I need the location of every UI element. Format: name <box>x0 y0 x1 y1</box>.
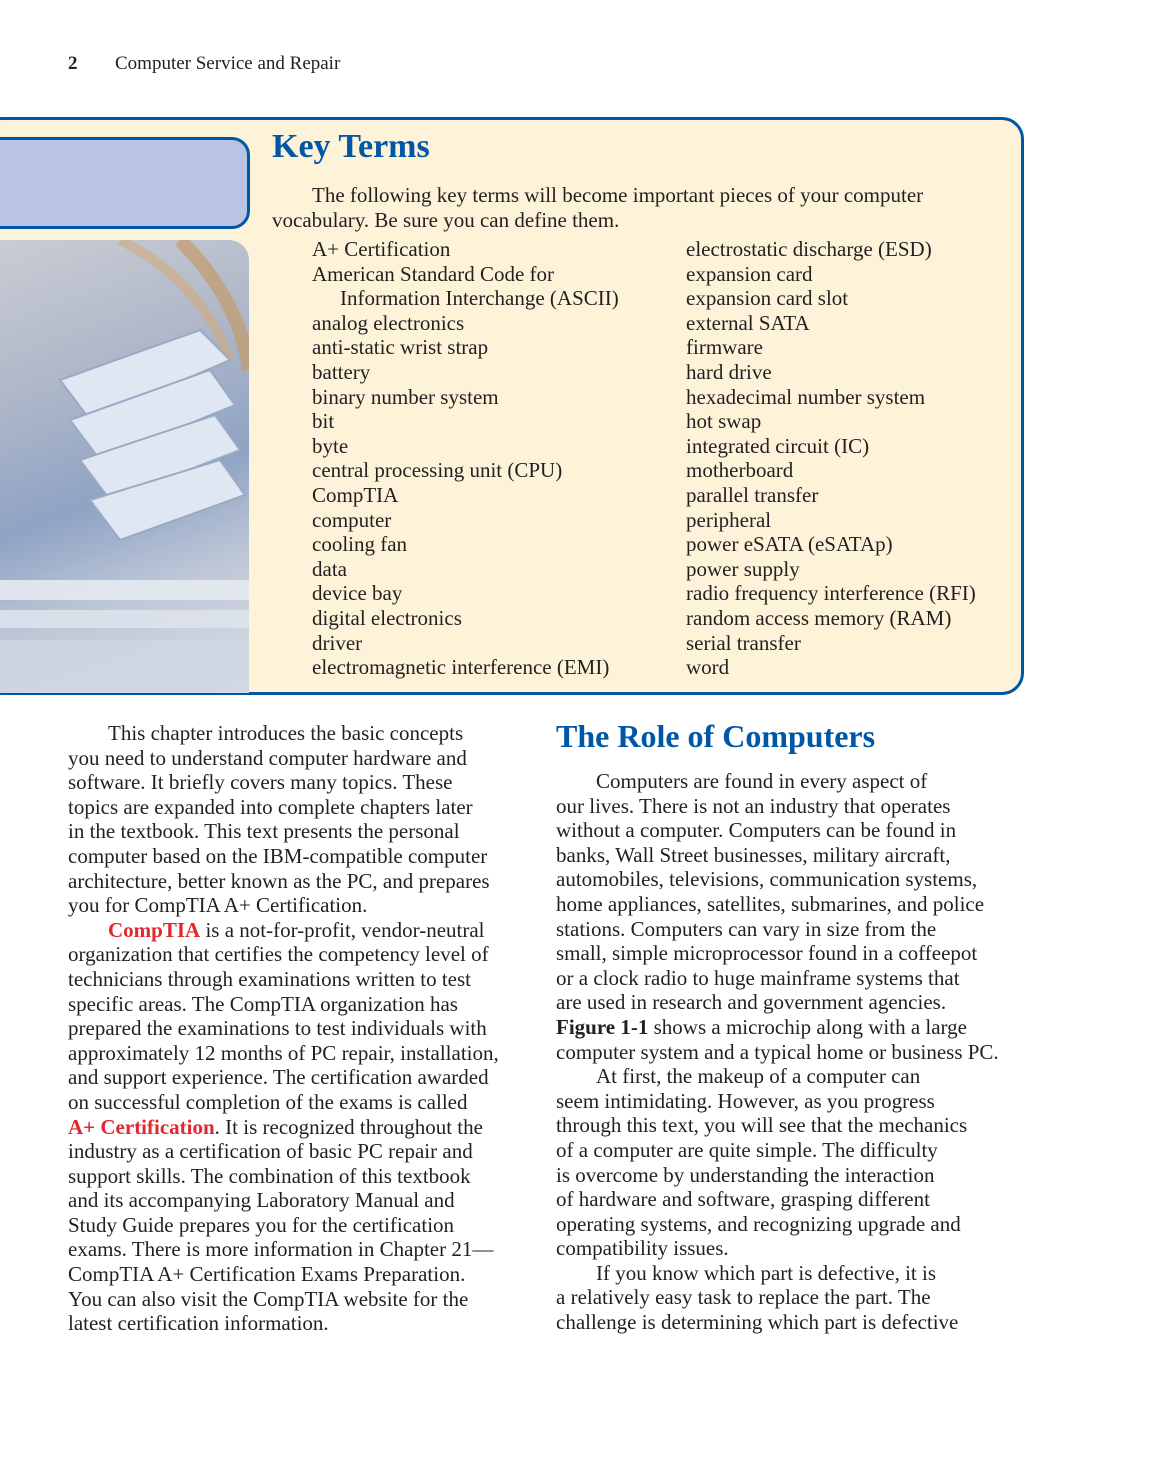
text-line <box>556 1064 999 1089</box>
key-term: motherboard <box>686 458 794 483</box>
role-body-text <box>556 769 999 1335</box>
text-segment: in the textbook. This text presents the personal <box>68 819 460 844</box>
text-segment: home appliances, satellites, submarines, and police <box>556 891 985 916</box>
key-term: binary number system <box>312 384 499 409</box>
chapter-tab <box>0 137 250 229</box>
text-segment: Computers are found in every aspect of <box>596 769 928 793</box>
text-segment: automobiles, televisions, communication systems, <box>556 867 978 892</box>
text-line <box>68 1090 499 1115</box>
text-line <box>556 892 999 917</box>
key-term: external SATA <box>686 310 810 335</box>
key-term: computer <box>312 507 392 532</box>
text-line <box>68 1115 499 1140</box>
text-segment: on successful completion of the exams is called <box>68 1089 468 1114</box>
text-segment: banks, Wall Street businesses, military aircraft, <box>556 842 951 867</box>
text-segment: . It is recognized throughout the <box>214 1114 483 1139</box>
text-segment: approximately 12 months of PC repair, installation, <box>68 1040 499 1065</box>
text-line <box>68 1262 499 1287</box>
text-line <box>556 917 999 942</box>
text-segment: of a computer are quite simple. The difficulty <box>556 1137 938 1162</box>
text-segment: without a computer. Computers can be found in <box>556 818 957 843</box>
text-segment: If you know which part is defective, it is <box>596 1260 936 1285</box>
text-line <box>68 746 499 771</box>
text-line <box>68 721 499 746</box>
text-line <box>68 1188 499 1213</box>
text-segment: is a not-for-profit, vendor-neutral <box>200 917 485 942</box>
text-line <box>68 819 499 844</box>
key-term: battery <box>312 359 371 384</box>
key-terms-heading: Key Terms <box>272 128 430 165</box>
text-segment: This chapter introduces the basic concepts <box>108 721 464 745</box>
text-line <box>556 941 999 966</box>
text-line <box>556 1310 999 1335</box>
text-line <box>556 843 999 868</box>
text-segment: small, simple microprocessor found in a coffeepot <box>556 941 978 966</box>
key-term: byte <box>312 433 349 458</box>
text-line <box>68 1311 499 1336</box>
text-segment: is overcome by understanding the interaction <box>556 1162 935 1187</box>
text-segment: exams. There is more information in Chapter 21— <box>68 1237 494 1262</box>
key-term: peripheral <box>686 507 772 532</box>
text-line <box>68 1041 499 1066</box>
text-line <box>68 795 499 820</box>
text-line <box>68 992 499 1017</box>
text-segment: you for CompTIA A+ Certification. <box>68 893 368 918</box>
text-line <box>556 1015 999 1040</box>
key-terms-column-1 <box>312 237 619 680</box>
text-segment: are used in research and government agencies. <box>556 990 947 1015</box>
text-line <box>556 1089 999 1114</box>
key-term: American Standard Code for <box>312 261 555 286</box>
figure-reference: Figure 1-1 <box>556 1014 649 1039</box>
text-segment: and its accompanying Laboratory Manual and <box>68 1188 455 1213</box>
text-line <box>556 990 999 1015</box>
key-term: random access memory (RAM) <box>686 605 952 630</box>
key-term: cooling fan <box>312 532 408 557</box>
text-line <box>556 1212 999 1237</box>
text-segment: CompTIA A+ Certification Exams Preparation. <box>68 1262 466 1287</box>
key-term: serial transfer <box>686 630 801 655</box>
key-term: bit <box>312 409 335 434</box>
text-line <box>556 1040 999 1065</box>
text-segment: computer system and a typical home or business PC. <box>556 1039 999 1064</box>
text-segment: software. It briefly covers many topics. These <box>68 770 453 795</box>
text-line <box>556 867 999 892</box>
page-number: 2 <box>68 53 78 74</box>
key-term: hot swap <box>686 409 762 434</box>
text-line <box>68 1065 499 1090</box>
key-term: power supply <box>686 556 800 581</box>
text-segment: topics are expanded into complete chapters later <box>68 794 473 819</box>
key-terms-intro <box>272 183 992 232</box>
key-term: driver <box>312 630 363 655</box>
text-line <box>556 794 999 819</box>
key-term-highlight: CompTIA <box>108 917 201 942</box>
key-term: integrated circuit (IC) <box>686 433 870 458</box>
intro-line: The following key terms will become important pieces of your computer <box>312 183 924 207</box>
text-segment: organization that certifies the competency level of <box>68 942 489 967</box>
text-line <box>556 1138 999 1163</box>
key-term: anti-static wrist strap <box>312 335 489 360</box>
key-term: parallel transfer <box>686 482 819 507</box>
text-segment: prepared the examinations to test individuals with <box>68 1016 487 1041</box>
key-term: power eSATA (eSATAp) <box>686 532 893 557</box>
text-segment: architecture, better known as the PC, and prepares <box>68 868 490 893</box>
text-line <box>556 1236 999 1261</box>
text-segment: or a clock radio to huge mainframe systems that <box>556 965 960 990</box>
text-segment: specific areas. The CompTIA organization has <box>68 991 458 1016</box>
key-term: expansion card <box>686 261 813 286</box>
key-term: firmware <box>686 335 763 360</box>
text-segment: support skills. The combination of this textbook <box>68 1163 471 1188</box>
text-segment: computer based on the IBM-compatible computer <box>68 843 488 868</box>
key-term: electromagnetic interference (EMI) <box>312 655 610 680</box>
text-segment: industry as a certification of basic PC repair and <box>68 1139 473 1164</box>
text-line <box>556 769 999 794</box>
text-line <box>556 1285 999 1310</box>
text-line <box>68 1139 499 1164</box>
text-line <box>68 893 499 918</box>
key-term: digital electronics <box>312 605 462 630</box>
key-term: hexadecimal number system <box>686 384 926 409</box>
text-segment: shows a microchip along with a large <box>648 1014 967 1039</box>
text-line <box>556 1261 999 1286</box>
text-segment: of hardware and software, grasping different <box>556 1187 930 1212</box>
section-heading: The Role of Computers <box>556 718 876 754</box>
text-line <box>68 1016 499 1041</box>
text-segment: operating systems, and recognizing upgrade and <box>556 1211 961 1236</box>
text-line <box>556 818 999 843</box>
text-segment: At first, the makeup of a computer can <box>596 1064 921 1089</box>
text-line <box>556 1113 999 1138</box>
text-segment: compatibility issues. <box>556 1236 729 1261</box>
key-term: hard drive <box>686 359 772 384</box>
text-segment: stations. Computers can vary in size from the <box>556 916 937 941</box>
motherboard-photo <box>0 240 249 693</box>
text-line <box>68 942 499 967</box>
text-segment: challenge is determining which part is defective <box>556 1310 959 1335</box>
intro-line: vocabulary. Be sure you can define them. <box>272 207 620 232</box>
text-segment: You can also visit the CompTIA website for the <box>68 1286 469 1311</box>
key-term: radio frequency interference (RFI) <box>686 581 976 606</box>
text-segment: seem intimidating. However, as you progress <box>556 1088 935 1113</box>
text-segment: our lives. There is not an industry that operates <box>556 793 951 818</box>
text-segment: technicians through examinations written to test <box>68 966 471 991</box>
text-line <box>556 1163 999 1188</box>
key-terms-column-2 <box>686 237 976 680</box>
key-term: CompTIA <box>312 482 399 507</box>
running-header: Computer Service and Repair <box>115 53 341 74</box>
text-line <box>68 967 499 992</box>
text-line <box>556 1187 999 1212</box>
key-term: device bay <box>312 581 403 606</box>
text-segment: a relatively easy task to replace the part. The <box>556 1285 931 1310</box>
key-term: Information Interchange (ASCII) <box>340 286 619 311</box>
text-line <box>68 1164 499 1189</box>
text-segment: Study Guide prepares you for the certification <box>68 1212 455 1237</box>
key-term: data <box>312 556 347 581</box>
text-line <box>68 918 499 943</box>
key-term: electrostatic discharge (ESD) <box>686 237 932 261</box>
key-term-highlight: A+ Certification <box>68 1114 215 1139</box>
text-line <box>68 869 499 894</box>
text-segment: through this text, you will see that the mechanics <box>556 1113 968 1138</box>
text-line <box>68 1213 499 1238</box>
key-term: word <box>686 655 730 680</box>
key-term: analog electronics <box>312 310 465 335</box>
text-line <box>68 1237 499 1262</box>
intro-body-text <box>68 721 499 1336</box>
text-line <box>68 844 499 869</box>
text-line <box>556 966 999 991</box>
text-line <box>68 770 499 795</box>
key-term: A+ Certification <box>312 237 451 261</box>
text-segment: and support experience. The certification awarded <box>68 1065 489 1090</box>
text-line <box>68 1287 499 1312</box>
key-term: central processing unit (CPU) <box>312 458 563 483</box>
key-term: expansion card slot <box>686 286 849 311</box>
text-segment: latest certification information. <box>68 1311 329 1336</box>
text-segment: you need to understand computer hardware and <box>68 745 467 770</box>
